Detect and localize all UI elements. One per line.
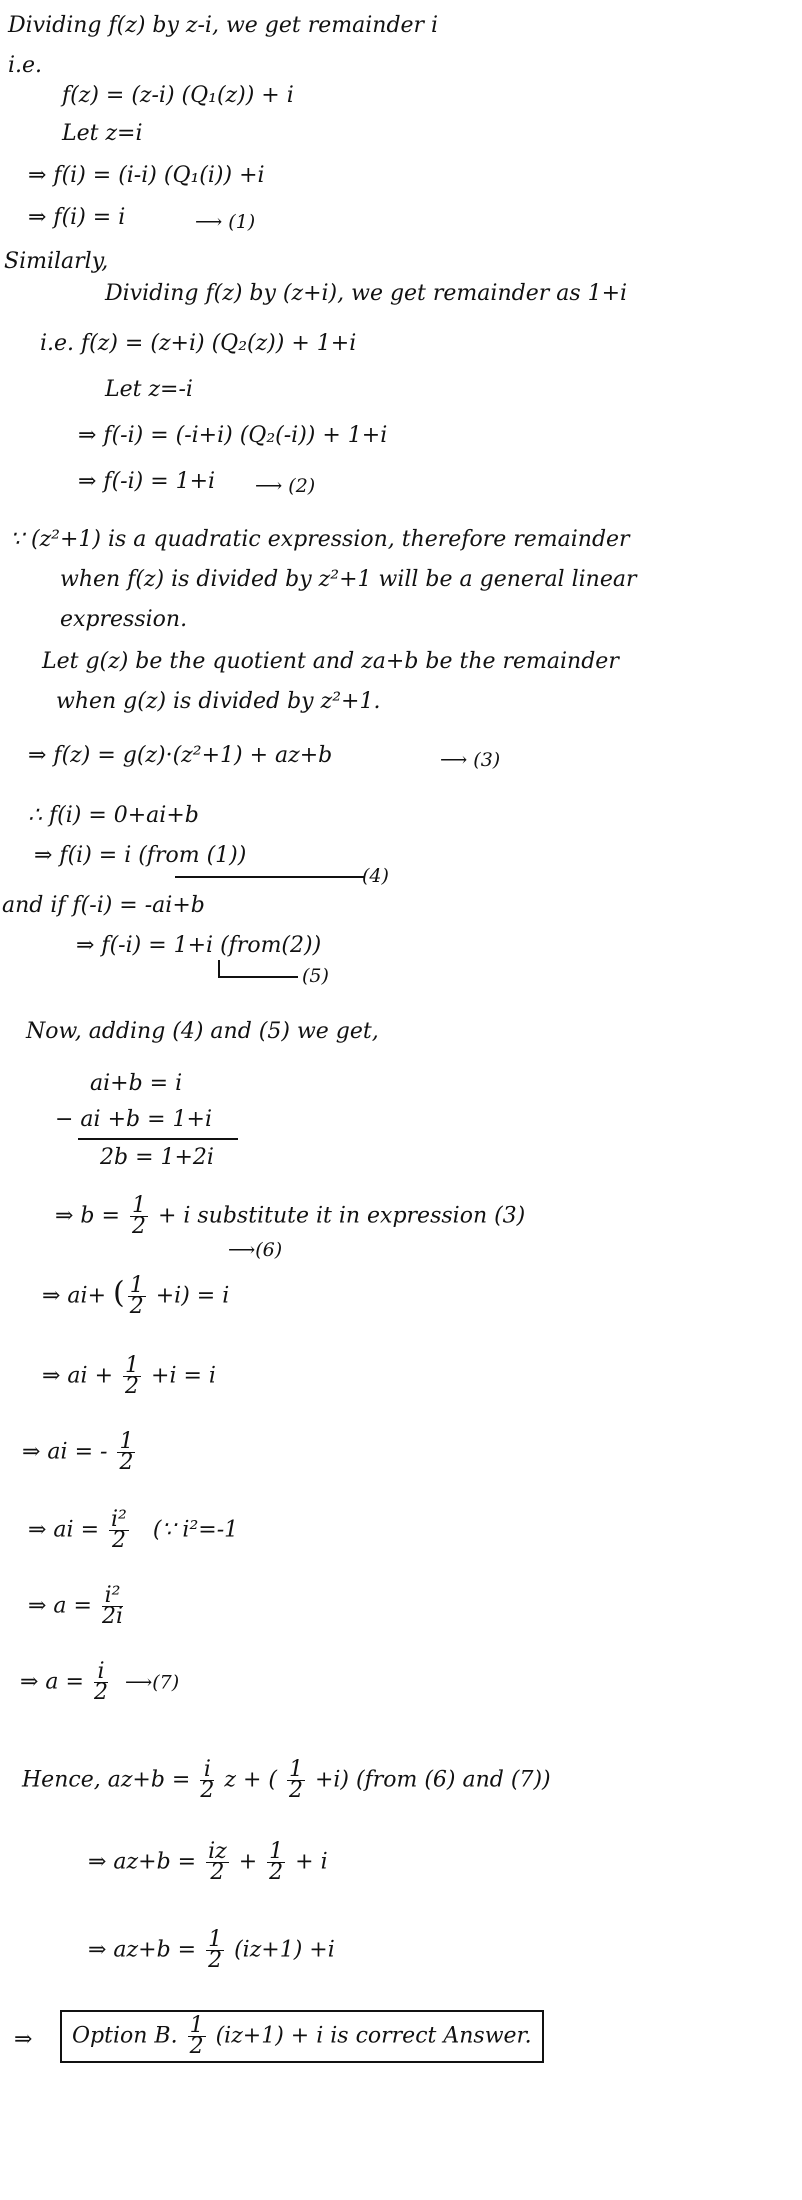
line-23: Now, adding (4) and (5) we get, bbox=[26, 1019, 379, 1044]
line-19: ∴ f(i) = 0+ai+b bbox=[28, 803, 199, 828]
fraction-i2-over-2i: $\frac{\text{i²}}{2i}$ bbox=[101, 1583, 124, 1629]
fraction-half: $\frac{1}{2}$ bbox=[129, 1273, 144, 1319]
line-21: and if f(-i) = -ai+b bbox=[2, 893, 205, 918]
line-35: ⇒ az+b = $\frac{iz}{2}$ + $\frac{1}{2}$ + i bbox=[88, 1839, 328, 1885]
fraction-half: $\frac{1}{2}$ bbox=[189, 2013, 204, 2059]
fraction-half: $\frac{1}{2}$ bbox=[208, 1927, 223, 1973]
line-22: ⇒ f(-i) = 1+i (from(2)) bbox=[76, 933, 322, 958]
line-29: ⇒ ai + $\frac{1}{2}$ +i = i bbox=[42, 1353, 216, 1399]
final-answer-box: Option B. $\frac{1}{2}$ (iz+1) + i is correct Answer. bbox=[60, 2010, 544, 2063]
line-14: when f(z) is divided by z²+1 will be a general linear bbox=[60, 567, 637, 592]
fraction-half: $\frac{1}{2}$ bbox=[131, 1193, 146, 1239]
fraction-i-over-2: $\frac{i}{2}$ bbox=[93, 1659, 108, 1705]
fraction-half: $\frac{1}{2}$ bbox=[119, 1429, 134, 1475]
line-6: ⇒ f(i) = i bbox=[28, 205, 126, 230]
line-28: ⇒ ai+ ( $\frac{1}{2}$ +i) = i bbox=[42, 1273, 230, 1319]
line-20: ⇒ f(i) = i (from (1)) bbox=[34, 843, 247, 868]
implies-arrow-final: ⇒ bbox=[14, 2027, 33, 2052]
line-34: Hence, az+b = $\frac{i}{2}$ z + ( $\frac{1}{2}$ +i) (from (6) and (7)) bbox=[22, 1757, 551, 1803]
line-5: ⇒ f(i) = (i-i) (Q₁(i)) +i bbox=[28, 163, 265, 188]
fraction-i-over-2: $\frac{i}{2}$ bbox=[200, 1757, 215, 1803]
line-25: − ai +b = 1+i bbox=[55, 1107, 212, 1132]
line-17: when g(z) is divided by z²+1. bbox=[56, 689, 381, 714]
label-eq-6: ⟶(6) bbox=[228, 1239, 283, 1261]
label-eq-3: ⟶ (3) bbox=[440, 749, 501, 771]
line-33: ⇒ a = $\frac{i}{2}$ ⟶(7) bbox=[20, 1659, 180, 1705]
line-24: ai+b = i bbox=[90, 1071, 183, 1096]
line-27: ⇒ b = $\frac{1}{2}$ + i substitute it in expression (3) bbox=[55, 1193, 526, 1239]
line-32: ⇒ a = $\frac{\text{i²}}{2i}$ bbox=[28, 1583, 124, 1629]
line-12: ⇒ f(-i) = 1+i bbox=[78, 469, 216, 494]
line-1: Dividing f(z) by z-i, we get remainder i bbox=[8, 13, 439, 38]
line-7: Similarly, bbox=[4, 249, 109, 274]
line-11: ⇒ f(-i) = (-i+i) (Q₂(-i)) + 1+i bbox=[78, 423, 388, 448]
line-8: Dividing f(z) by (z+i), we get remainder as 1+i bbox=[105, 281, 628, 306]
line-16: Let g(z) be the quotient and za+b be the remainder bbox=[42, 649, 619, 674]
line-4: Let z=i bbox=[62, 121, 143, 146]
line-36: ⇒ az+b = $\frac{1}{2}$ (iz+1) +i bbox=[88, 1927, 335, 1973]
label-eq-5: (5) bbox=[302, 965, 329, 987]
line-26: 2b = 1+2i bbox=[100, 1145, 214, 1170]
line-30: ⇒ ai = - $\frac{1}{2}$ bbox=[22, 1429, 134, 1475]
fraction-i2-over-2: $\frac{\text{i²}}{2}$ bbox=[111, 1507, 127, 1553]
label-eq-1: ⟶ (1) bbox=[195, 211, 256, 233]
fraction-half: $\frac{1}{2}$ bbox=[269, 1839, 284, 1885]
line-9: i.e. f(z) = (z+i) (Q₂(z)) + 1+i bbox=[40, 331, 357, 356]
label-eq-2: ⟶ (2) bbox=[255, 475, 316, 497]
line-13: ∵ (z²+1) is a quadratic expression, therefore remainder bbox=[10, 527, 630, 552]
fraction-half: $\frac{1}{2}$ bbox=[125, 1353, 140, 1399]
line-3: f(z) = (z-i) (Q₁(z)) + i bbox=[62, 83, 294, 108]
label-eq-4: (4) bbox=[362, 865, 389, 887]
arrow-line-4 bbox=[175, 876, 365, 878]
fraction-iz-over-2: $\frac{iz}{2}$ bbox=[208, 1839, 227, 1885]
line-10: Let z=-i bbox=[105, 377, 193, 402]
line-15: expression. bbox=[60, 607, 188, 632]
arrow-line-5 bbox=[218, 976, 298, 978]
line-2: i.e. bbox=[8, 53, 43, 78]
fraction-half: $\frac{1}{2}$ bbox=[288, 1757, 303, 1803]
line-18: ⇒ f(z) = g(z)·(z²+1) + az+b bbox=[28, 743, 333, 768]
sum-rule bbox=[78, 1138, 238, 1140]
line-31: ⇒ ai = $\frac{\text{i²}}{2}$ (∵ i²=-1 bbox=[28, 1507, 239, 1553]
